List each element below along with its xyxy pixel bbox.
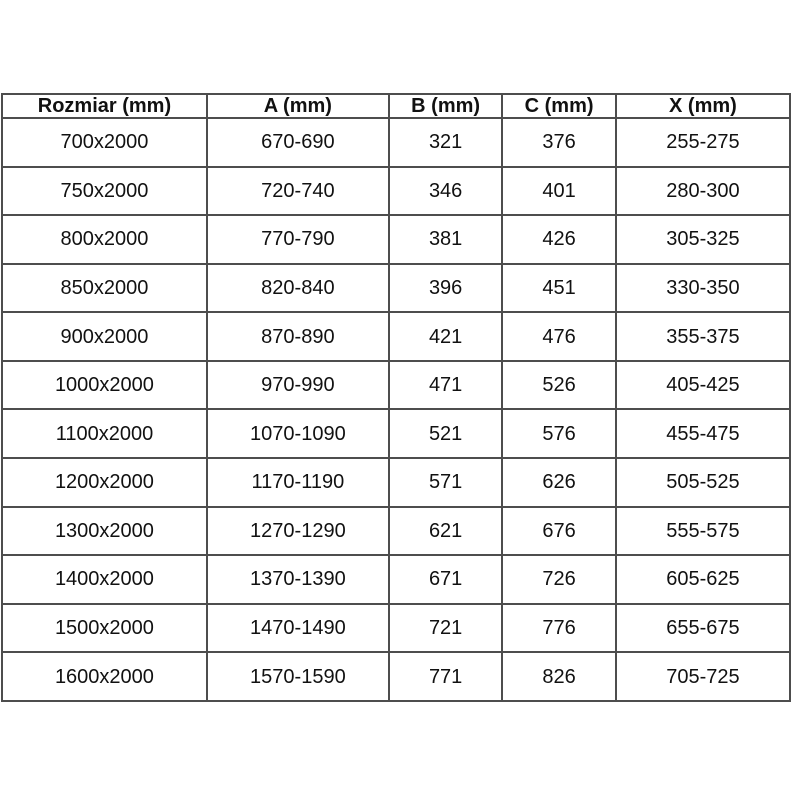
cell: 1500x2000 bbox=[2, 604, 207, 653]
cell: 621 bbox=[389, 507, 502, 556]
cell: 1270-1290 bbox=[207, 507, 389, 556]
cell: 255-275 bbox=[616, 118, 790, 167]
cell: 726 bbox=[502, 555, 615, 604]
table-row bbox=[2, 167, 790, 216]
header-cell: A (mm) bbox=[207, 94, 389, 118]
table-row bbox=[2, 604, 790, 653]
cell: 471 bbox=[389, 361, 502, 410]
cell: 1470-1490 bbox=[207, 604, 389, 653]
cell: 605-625 bbox=[616, 555, 790, 604]
cell: 346 bbox=[389, 167, 502, 216]
table-row bbox=[2, 312, 790, 361]
cell: 671 bbox=[389, 555, 502, 604]
cell: 405-425 bbox=[616, 361, 790, 410]
header-row bbox=[2, 94, 790, 118]
cell: 421 bbox=[389, 312, 502, 361]
cell: 526 bbox=[502, 361, 615, 410]
cell: 820-840 bbox=[207, 264, 389, 313]
table-row bbox=[2, 361, 790, 410]
cell: 1570-1590 bbox=[207, 652, 389, 701]
cell: 670-690 bbox=[207, 118, 389, 167]
header-cell: Rozmiar (mm) bbox=[2, 94, 207, 118]
cell: 676 bbox=[502, 507, 615, 556]
cell: 655-675 bbox=[616, 604, 790, 653]
cell: 1400x2000 bbox=[2, 555, 207, 604]
cell: 576 bbox=[502, 409, 615, 458]
cell: 705-725 bbox=[616, 652, 790, 701]
cell: 626 bbox=[502, 458, 615, 507]
cell: 571 bbox=[389, 458, 502, 507]
cell: 870-890 bbox=[207, 312, 389, 361]
cell: 700x2000 bbox=[2, 118, 207, 167]
header-cell: C (mm) bbox=[502, 94, 615, 118]
cell: 381 bbox=[389, 215, 502, 264]
cell: 451 bbox=[502, 264, 615, 313]
table-row bbox=[2, 215, 790, 264]
cell: 280-300 bbox=[616, 167, 790, 216]
table-header bbox=[2, 94, 790, 118]
table-row bbox=[2, 409, 790, 458]
cell: 1100x2000 bbox=[2, 409, 207, 458]
cell: 426 bbox=[502, 215, 615, 264]
cell: 476 bbox=[502, 312, 615, 361]
cell: 721 bbox=[389, 604, 502, 653]
cell: 505-525 bbox=[616, 458, 790, 507]
table-row bbox=[2, 118, 790, 167]
cell: 1070-1090 bbox=[207, 409, 389, 458]
cell: 376 bbox=[502, 118, 615, 167]
cell: 1170-1190 bbox=[207, 458, 389, 507]
table-row bbox=[2, 264, 790, 313]
cell: 355-375 bbox=[616, 312, 790, 361]
cell: 900x2000 bbox=[2, 312, 207, 361]
cell: 771 bbox=[389, 652, 502, 701]
cell: 305-325 bbox=[616, 215, 790, 264]
cell: 1000x2000 bbox=[2, 361, 207, 410]
cell: 396 bbox=[389, 264, 502, 313]
cell: 1200x2000 bbox=[2, 458, 207, 507]
cell: 401 bbox=[502, 167, 615, 216]
cell: 1300x2000 bbox=[2, 507, 207, 556]
cell: 776 bbox=[502, 604, 615, 653]
cell: 1600x2000 bbox=[2, 652, 207, 701]
cell: 750x2000 bbox=[2, 167, 207, 216]
header-cell: X (mm) bbox=[616, 94, 790, 118]
dimensions-table-container bbox=[1, 93, 791, 702]
dimensions-spec-table bbox=[1, 93, 791, 702]
table-row bbox=[2, 458, 790, 507]
cell: 521 bbox=[389, 409, 502, 458]
cell: 770-790 bbox=[207, 215, 389, 264]
cell: 850x2000 bbox=[2, 264, 207, 313]
cell: 555-575 bbox=[616, 507, 790, 556]
cell: 826 bbox=[502, 652, 615, 701]
cell: 970-990 bbox=[207, 361, 389, 410]
cell: 1370-1390 bbox=[207, 555, 389, 604]
header-cell: B (mm) bbox=[389, 94, 502, 118]
table-body bbox=[2, 118, 790, 701]
cell: 800x2000 bbox=[2, 215, 207, 264]
table-row bbox=[2, 652, 790, 701]
table-row bbox=[2, 507, 790, 556]
cell: 330-350 bbox=[616, 264, 790, 313]
cell: 455-475 bbox=[616, 409, 790, 458]
cell: 720-740 bbox=[207, 167, 389, 216]
table-row bbox=[2, 555, 790, 604]
cell: 321 bbox=[389, 118, 502, 167]
